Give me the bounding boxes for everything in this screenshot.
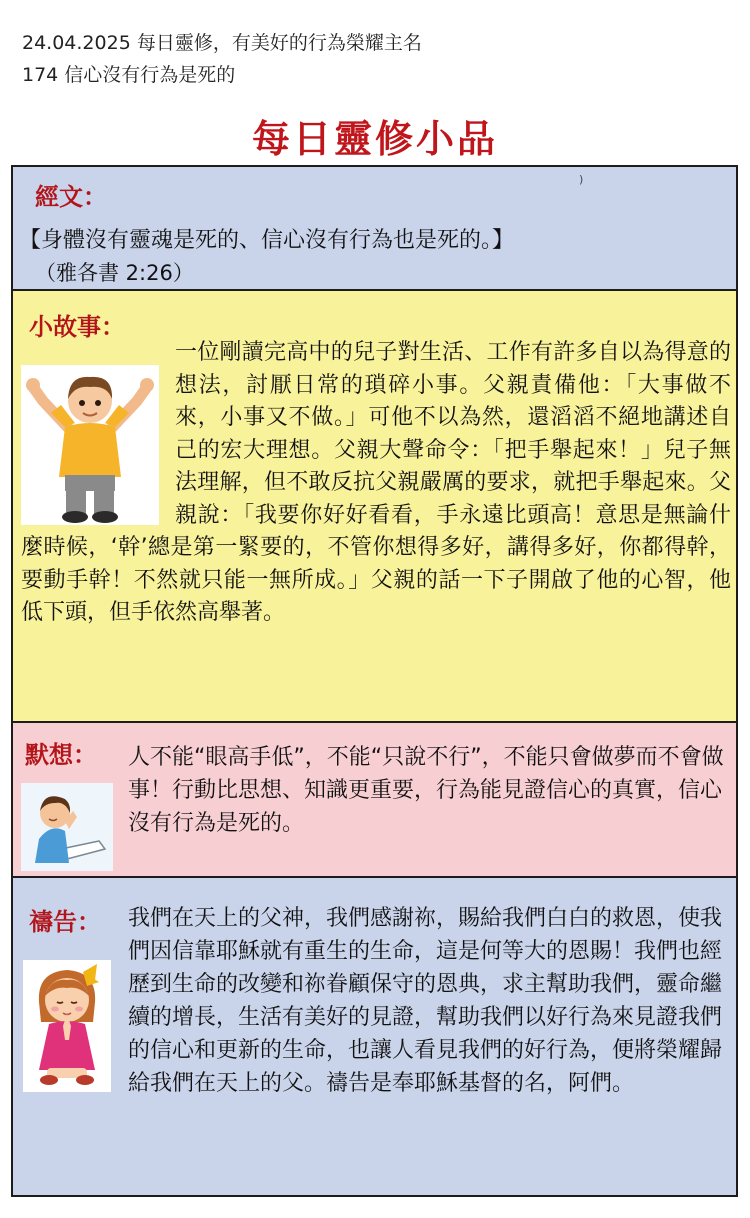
prayer-text: 我們在天上的父神，我們感謝祢，賜給我們白白的救恩，使我們因信靠耶穌就有重生的生命，這是何等大的恩賜！我們也經歷到生命的改變和祢眷顧保守的恩典，求主幫助我們，靈命繼續的增長，生活有美好的見證，幫助我們以好行為來見證我們的信心和更新的生命，也讓人看見我們的好行為，便將榮耀歸給我們在天上的父。禱告是奉耶穌基督的名，阿們。 xyxy=(128,906,723,1096)
praying-child-with-book-icon xyxy=(21,783,113,871)
scripture-heading: 經文： xyxy=(35,183,107,211)
meditation-text: 人不能“眼高手低”，不能“只說不行”，不能只會做夢而不會做事！行動比思想、知識更重要，行為能見證信心的真實，信心沒有行為是死的。 xyxy=(128,745,724,836)
meditation-heading: 默想： xyxy=(25,741,97,769)
devotional-frame xyxy=(11,165,738,1197)
header-subtitle: 174 信心沒有行為是死的 xyxy=(22,64,236,86)
scripture-section xyxy=(13,167,736,291)
page-title: 每日靈修小品 xyxy=(251,117,498,161)
scripture-verse: 【身體沒有靈魂是死的、信心沒有行為也是死的。】 xyxy=(19,228,515,253)
story-text-wrapper xyxy=(21,337,731,630)
scripture-reference: （雅各書 2:26） xyxy=(35,261,194,285)
story-image-spacer xyxy=(21,337,175,523)
praying-girl-icon xyxy=(23,960,111,1092)
story-text: 一位剛讀完高中的兒子對生活、工作有許多自以為得意的想法，討厭日常的瑣碎小事。父親責備他：「大事做不來，小事又不做。」可他不以為然，還滔滔不絕地講述自己的宏大理想。父親大聲命令：「把手舉起來！」兒子無法理解，但不敢反抗父親嚴厲的要求，就把手舉起來。父親說：「我要你好好看看，手永遠比頭高！意思是無論什麼時候，‘幹’總是第一緊要的，不管你想得多好，講得多好，你都得幹，要動手幹！不然就只能一無所成。」父親的話一下子開啟了他的心智，他低下頭，但手依然高舉著。 xyxy=(21,340,731,625)
story-section xyxy=(13,291,736,723)
prayer-heading: 禱告： xyxy=(29,908,101,936)
stray-mark: ) xyxy=(579,173,584,186)
story-heading: 小故事： xyxy=(29,313,125,341)
meditation-section xyxy=(13,723,736,878)
header-date-title: 24.04.2025 每日靈修，有美好的行為榮耀主名 xyxy=(22,32,422,54)
prayer-section xyxy=(13,878,736,1195)
